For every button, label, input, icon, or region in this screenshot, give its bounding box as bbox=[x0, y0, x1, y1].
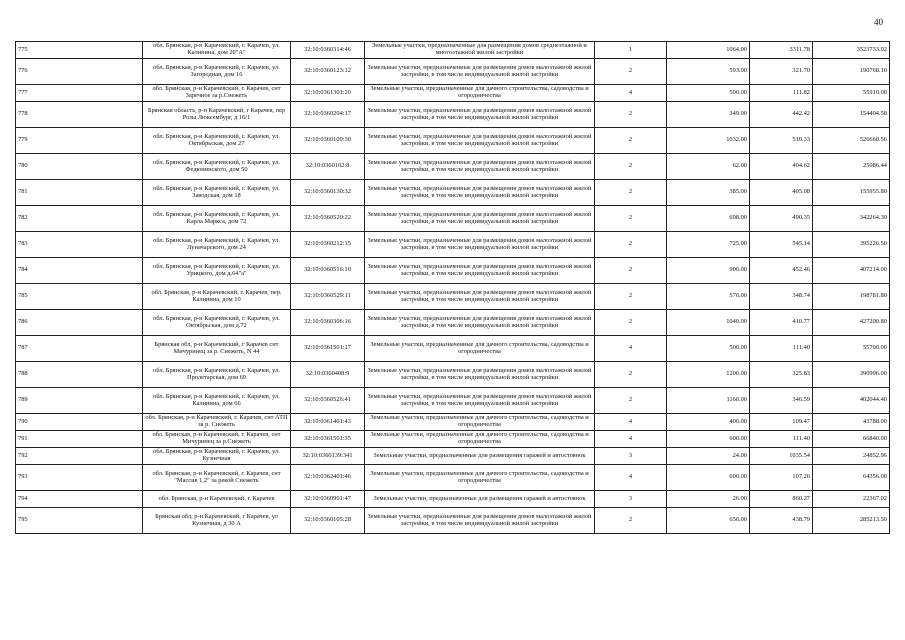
row-number: 785 bbox=[16, 284, 143, 310]
specific-value-cell: 405.08 bbox=[750, 180, 813, 206]
address-cell: Брянская обл, р-н Карачевский, г Карачев, ул Кузнечная, д 30 А bbox=[143, 508, 291, 534]
cadastral-number-cell: 32:10:0360105:28 bbox=[291, 508, 365, 534]
category-cell: 2 bbox=[595, 59, 667, 85]
specific-value-cell: 860.27 bbox=[750, 491, 813, 508]
category-cell: 2 bbox=[595, 128, 667, 154]
cadastral-value-cell: 526660.56 bbox=[813, 128, 890, 154]
cadastral-number-cell: 32:10:0360212:15 bbox=[291, 232, 365, 258]
specific-value-cell: 1035.54 bbox=[750, 448, 813, 465]
category-cell: 2 bbox=[595, 284, 667, 310]
land-use-cell: Земельные участки, предназначенные для размещения гаражей и автостоянок bbox=[365, 491, 595, 508]
cadastral-value-cell: 395226.50 bbox=[813, 232, 890, 258]
category-cell: 3 bbox=[595, 448, 667, 465]
row-number: 781 bbox=[16, 180, 143, 206]
cadastral-value-cell: 66840.00 bbox=[813, 431, 890, 448]
area-cell: 900.00 bbox=[667, 258, 750, 284]
address-cell: обл. Брянская, р-н Карачевский, г. Карачев, ул. Луначарского, дом 24 bbox=[143, 232, 291, 258]
address-cell: обл. Брянская, р-н Карачевский, г. Карачев, ул. Кузнечная bbox=[143, 448, 291, 465]
cadastral-value-cell: 198781.80 bbox=[813, 284, 890, 310]
table-row bbox=[16, 232, 890, 258]
table-row bbox=[16, 59, 890, 85]
address-cell: обл. Брянская, р-н Карачевский, г. Карачев, снт Заречное за р.Снежеть bbox=[143, 85, 291, 102]
category-cell: 4 bbox=[595, 336, 667, 362]
specific-value-cell: 111.40 bbox=[750, 336, 813, 362]
category-cell: 4 bbox=[595, 431, 667, 448]
cadastral-number-cell: 32:10:0362401:46 bbox=[291, 465, 365, 491]
specific-value-cell: 325.83 bbox=[750, 362, 813, 388]
table-row bbox=[16, 388, 890, 414]
land-use-cell: Земельные участки, предназначенные для размещения домов малоэтажной жилой застройки, в том числе индивидуальной жилой застройки bbox=[365, 206, 595, 232]
category-cell: 2 bbox=[595, 362, 667, 388]
address-cell: Брянская область, р-н Карачевский, г Карачев, пер Розы Люксембург, д 16/1 bbox=[143, 102, 291, 128]
specific-value-cell: 438.79 bbox=[750, 508, 813, 534]
table-row bbox=[16, 448, 890, 465]
cadastral-value-cell: 342264.30 bbox=[813, 206, 890, 232]
cadastral-number-cell: 32:10:0360139:341 bbox=[291, 448, 365, 465]
land-use-cell: Земельные участки, предназначенные для дачного строительства, садоводства и огородничества bbox=[365, 336, 595, 362]
area-cell: 349.00 bbox=[667, 102, 750, 128]
area-cell: 24.00 bbox=[667, 448, 750, 465]
address-cell: обл. Брянская, р-н Карачевский, г. Карачев, ул. Октябрьская, дом д.72 bbox=[143, 310, 291, 336]
area-cell: 500.00 bbox=[667, 85, 750, 102]
table-row bbox=[16, 154, 890, 180]
specific-value-cell: 490.35 bbox=[750, 206, 813, 232]
land-use-cell: Земельные участки, предназначенные для размещения домов малоэтажной жилой застройки, в том числе индивидуальной жилой застройки bbox=[365, 102, 595, 128]
category-cell: 2 bbox=[595, 154, 667, 180]
category-cell: 4 bbox=[595, 414, 667, 431]
row-number: 779 bbox=[16, 128, 143, 154]
category-cell: 2 bbox=[595, 388, 667, 414]
table-row bbox=[16, 431, 890, 448]
address-cell: обл. Брянская, р-н Карачевский, г. Карачев, ул. Пролетарская, дом 69 bbox=[143, 362, 291, 388]
address-cell: обл. Брянская, р-н Карачевский, г. Карачев, пер. Калинина, дом 10 bbox=[143, 284, 291, 310]
specific-value-cell: 510.33 bbox=[750, 128, 813, 154]
table-row bbox=[16, 128, 890, 154]
address-cell: обл. Брянская, р-н Карачевский, г. Карачев, ул. Загородная, дом 16 bbox=[143, 59, 291, 85]
row-number: 784 bbox=[16, 258, 143, 284]
cadastral-number-cell: 32:10:0360901:47 bbox=[291, 491, 365, 508]
land-plots-table bbox=[15, 41, 890, 534]
cadastral-value-cell: 22367.02 bbox=[813, 491, 890, 508]
row-number: 783 bbox=[16, 232, 143, 258]
category-cell: 4 bbox=[595, 465, 667, 491]
land-use-cell: Земельные участки, предназначенные для размещения домов малоэтажной жилой застройки, в том числе индивидуальной жилой застройки bbox=[365, 128, 595, 154]
cadastral-value-cell: 55700.00 bbox=[813, 336, 890, 362]
cadastral-value-cell: 43788.00 bbox=[813, 414, 890, 431]
land-use-cell: Земельные участки, предназначенные для дачного строительства, садоводства и огородничества bbox=[365, 431, 595, 448]
specific-value-cell: 545.14 bbox=[750, 232, 813, 258]
category-cell: 2 bbox=[595, 258, 667, 284]
land-use-cell: Земельные участки, предназначенные для дачного строительства, садоводства и огородничества bbox=[365, 414, 595, 431]
category-cell: 2 bbox=[595, 180, 667, 206]
area-cell: 725.00 bbox=[667, 232, 750, 258]
land-use-cell: Земельные участки, предназначенные для дачного строительства, садоводства и огородничества bbox=[365, 85, 595, 102]
specific-value-cell: 3311.78 bbox=[750, 42, 813, 59]
category-cell: 2 bbox=[595, 102, 667, 128]
row-number: 776 bbox=[16, 59, 143, 85]
land-use-cell: Земельные участки, предназначенные для дачного строительства, садоводства и огородничества bbox=[365, 465, 595, 491]
address-cell: обл. Брянская, р-н Карачевский, г. Карачев, ул. Федюнинского, дом 50 bbox=[143, 154, 291, 180]
cadastral-number-cell: 32:10:0360130:32 bbox=[291, 180, 365, 206]
cadastral-number-cell: 32:10:0360408:9 bbox=[291, 362, 365, 388]
cadastral-number-cell: 32:10:0360109:30 bbox=[291, 128, 365, 154]
row-number: 782 bbox=[16, 206, 143, 232]
land-use-cell: Земельные участки, предназначенные для размещения домов малоэтажной жилой застройки, в том числе индивидуальной жилой застройки bbox=[365, 284, 595, 310]
row-number: 792 bbox=[16, 448, 143, 465]
land-use-cell: Земельные участки, предназначенные для размещения домов малоэтажной жилой застройки, в том числе индивидуальной жилой застройки bbox=[365, 508, 595, 534]
row-number: 790 bbox=[16, 414, 143, 431]
category-cell: 2 bbox=[595, 310, 667, 336]
cadastral-value-cell: 407214.00 bbox=[813, 258, 890, 284]
cadastral-value-cell: 155955.80 bbox=[813, 180, 890, 206]
table-row bbox=[16, 42, 890, 59]
table-row bbox=[16, 414, 890, 431]
specific-value-cell: 346.59 bbox=[750, 388, 813, 414]
area-cell: 26.00 bbox=[667, 491, 750, 508]
land-use-cell: Земельные участки, предназначенные для размещения домов малоэтажной жилой застройки, в том числе индивидуальной жилой застройки bbox=[365, 258, 595, 284]
land-use-cell: Земельные участки, предназначенные для размещения домов малоэтажной жилой застройки, в том числе индивидуальной жилой застройки bbox=[365, 362, 595, 388]
specific-value-cell: 109.47 bbox=[750, 414, 813, 431]
row-number: 775 bbox=[16, 42, 143, 59]
category-cell: 3 bbox=[595, 491, 667, 508]
area-cell: 400.00 bbox=[667, 414, 750, 431]
specific-value-cell: 404.62 bbox=[750, 154, 813, 180]
cadastral-number-cell: 32:10:0360314:46 bbox=[291, 42, 365, 59]
address-cell: обл. Брянская, р-н Карачевский, г. Карачев, ул. Заводская, дом 18 bbox=[143, 180, 291, 206]
land-use-cell: Земельные участки, предназначенные для размещения домов среднеэтажной и многоэтажной жилой застройки bbox=[365, 42, 595, 59]
area-cell: 1064.00 bbox=[667, 42, 750, 59]
cadastral-value-cell: 402044.40 bbox=[813, 388, 890, 414]
table-row bbox=[16, 85, 890, 102]
row-number: 795 bbox=[16, 508, 143, 534]
row-number: 791 bbox=[16, 431, 143, 448]
land-use-cell: Земельные участки, предназначенные для размещения домов малоэтажной жилой застройки, в том числе индивидуальной жилой застройки bbox=[365, 59, 595, 85]
land-use-cell: Земельные участки, предназначенные для размещения гаражей и автостоянок bbox=[365, 448, 595, 465]
specific-value-cell: 442.42 bbox=[750, 102, 813, 128]
address-cell: обл. Брянская, р-н Карачевский, г. Карачев, ул. Калинина, дом 20"А" bbox=[143, 42, 291, 59]
row-number: 777 bbox=[16, 85, 143, 102]
category-cell: 2 bbox=[595, 232, 667, 258]
land-use-cell: Земельные участки, предназначенные для размещения домов малоэтажной жилой застройки, в том числе индивидуальной жилой застройки bbox=[365, 180, 595, 206]
row-number: 780 bbox=[16, 154, 143, 180]
area-cell: 385.00 bbox=[667, 180, 750, 206]
cadastral-number-cell: 32:10:0361301:20 bbox=[291, 85, 365, 102]
table-row bbox=[16, 284, 890, 310]
specific-value-cell: 111.40 bbox=[750, 431, 813, 448]
cadastral-value-cell: 64356.00 bbox=[813, 465, 890, 491]
cadastral-number-cell: 32:10:0360306:16 bbox=[291, 310, 365, 336]
cadastral-number-cell: 32:10:0360102:8 bbox=[291, 154, 365, 180]
land-use-cell: Земельные участки, предназначенные для размещения домов малоэтажной жилой застройки, в том числе индивидуальной жилой застройки bbox=[365, 310, 595, 336]
specific-value-cell: 452.46 bbox=[750, 258, 813, 284]
row-number: 793 bbox=[16, 465, 143, 491]
table-row bbox=[16, 180, 890, 206]
row-number: 788 bbox=[16, 362, 143, 388]
cadastral-value-cell: 55910.00 bbox=[813, 85, 890, 102]
cadastral-value-cell: 154404.58 bbox=[813, 102, 890, 128]
area-cell: 1160.00 bbox=[667, 388, 750, 414]
cadastral-number-cell: 32:10:0360526:41 bbox=[291, 388, 365, 414]
address-cell: обл. Брянская, р-н Карачевский, г. Карачев, снт АТП за р. Снежеть bbox=[143, 414, 291, 431]
cadastral-value-cell: 190768.10 bbox=[813, 59, 890, 85]
row-number: 786 bbox=[16, 310, 143, 336]
category-cell: 2 bbox=[595, 508, 667, 534]
cadastral-value-cell: 25086.44 bbox=[813, 154, 890, 180]
category-cell: 4 bbox=[595, 85, 667, 102]
specific-value-cell: 348.74 bbox=[750, 284, 813, 310]
cadastral-value-cell: 390996.00 bbox=[813, 362, 890, 388]
table-row bbox=[16, 362, 890, 388]
row-number: 787 bbox=[16, 336, 143, 362]
cadastral-number-cell: 32:10:0360529:11 bbox=[291, 284, 365, 310]
page-number: 40 bbox=[874, 17, 883, 27]
specific-value-cell: 111.82 bbox=[750, 85, 813, 102]
cadastral-value-cell: 427200.80 bbox=[813, 310, 890, 336]
cadastral-number-cell: 32:10:0361501:17 bbox=[291, 336, 365, 362]
cadastral-number-cell: 32:10:0361501:35 bbox=[291, 431, 365, 448]
land-use-cell: Земельные участки, предназначенные для размещения домов малоэтажной жилой застройки, в том числе индивидуальной жилой застройки bbox=[365, 388, 595, 414]
row-number: 778 bbox=[16, 102, 143, 128]
address-cell: обл. Брянская, р-н Карачевский, г. Карачев bbox=[143, 491, 291, 508]
area-cell: 570.00 bbox=[667, 284, 750, 310]
area-cell: 650.00 bbox=[667, 508, 750, 534]
row-number: 789 bbox=[16, 388, 143, 414]
area-cell: 1200.00 bbox=[667, 362, 750, 388]
area-cell: 698.00 bbox=[667, 206, 750, 232]
land-use-cell: Земельные участки, предназначенные для размещения домов малоэтажной жилой застройки, в том числе индивидуальной жилой застройки bbox=[365, 154, 595, 180]
cadastral-value-cell: 24852.96 bbox=[813, 448, 890, 465]
land-use-cell: Земельные участки, предназначенные для размещения домов малоэтажной жилой застройки, в том числе индивидуальной жилой застройки bbox=[365, 232, 595, 258]
cadastral-number-cell: 32:10:0360123:12 bbox=[291, 59, 365, 85]
cadastral-value-cell: 3523733.92 bbox=[813, 42, 890, 59]
address-cell: обл. Брянская, р-н Карачевский, г. Карачев, ул. Калинина, дом 66 bbox=[143, 388, 291, 414]
address-cell: обл. Брянская, р-н Карачевский, г. Карачев, снт "Массив 1,2" за рекой Снежеть bbox=[143, 465, 291, 491]
table-row bbox=[16, 310, 890, 336]
cadastral-value-cell: 285213.50 bbox=[813, 508, 890, 534]
table-row bbox=[16, 102, 890, 128]
cadastral-number-cell: 32:10:0360204:17 bbox=[291, 102, 365, 128]
table-row bbox=[16, 206, 890, 232]
table-body bbox=[16, 42, 890, 534]
address-cell: обл. Брянская, р-н Карачевский, г. Карачев, ул. Октябрьская, дом 27 bbox=[143, 128, 291, 154]
specific-value-cell: 321.70 bbox=[750, 59, 813, 85]
cadastral-number-cell: 32:10:0360516:10 bbox=[291, 258, 365, 284]
address-cell: обл. Брянская, р-н Карачевский, г. Карачев, снт Мичуринец за р.Снежеть bbox=[143, 431, 291, 448]
area-cell: 62.00 bbox=[667, 154, 750, 180]
address-cell: обл. Брянская, р-н Карачевский, г. Карачев, ул. Урицкого, дом д.64"а" bbox=[143, 258, 291, 284]
address-cell: Брянская обл, р-н Карачевский, г Карачев снт Мичуринец за р. Снежеть, N 44 bbox=[143, 336, 291, 362]
table-row bbox=[16, 465, 890, 491]
address-cell: обл. Брянская, р-н Карачевский, г. Карачев, ул. Карла Маркса, дом 72 bbox=[143, 206, 291, 232]
specific-value-cell: 410.77 bbox=[750, 310, 813, 336]
category-cell: 2 bbox=[595, 206, 667, 232]
area-cell: 1040.00 bbox=[667, 310, 750, 336]
cadastral-number-cell: 32:10:0360520:22 bbox=[291, 206, 365, 232]
area-cell: 500.00 bbox=[667, 336, 750, 362]
table-row bbox=[16, 258, 890, 284]
area-cell: 600.00 bbox=[667, 465, 750, 491]
row-number: 794 bbox=[16, 491, 143, 508]
area-cell: 593.00 bbox=[667, 59, 750, 85]
category-cell: 1 bbox=[595, 42, 667, 59]
area-cell: 600.00 bbox=[667, 431, 750, 448]
table-row bbox=[16, 508, 890, 534]
area-cell: 1032.00 bbox=[667, 128, 750, 154]
table-row bbox=[16, 336, 890, 362]
table-row bbox=[16, 491, 890, 508]
specific-value-cell: 107.26 bbox=[750, 465, 813, 491]
cadastral-number-cell: 32:10:0361401:43 bbox=[291, 414, 365, 431]
